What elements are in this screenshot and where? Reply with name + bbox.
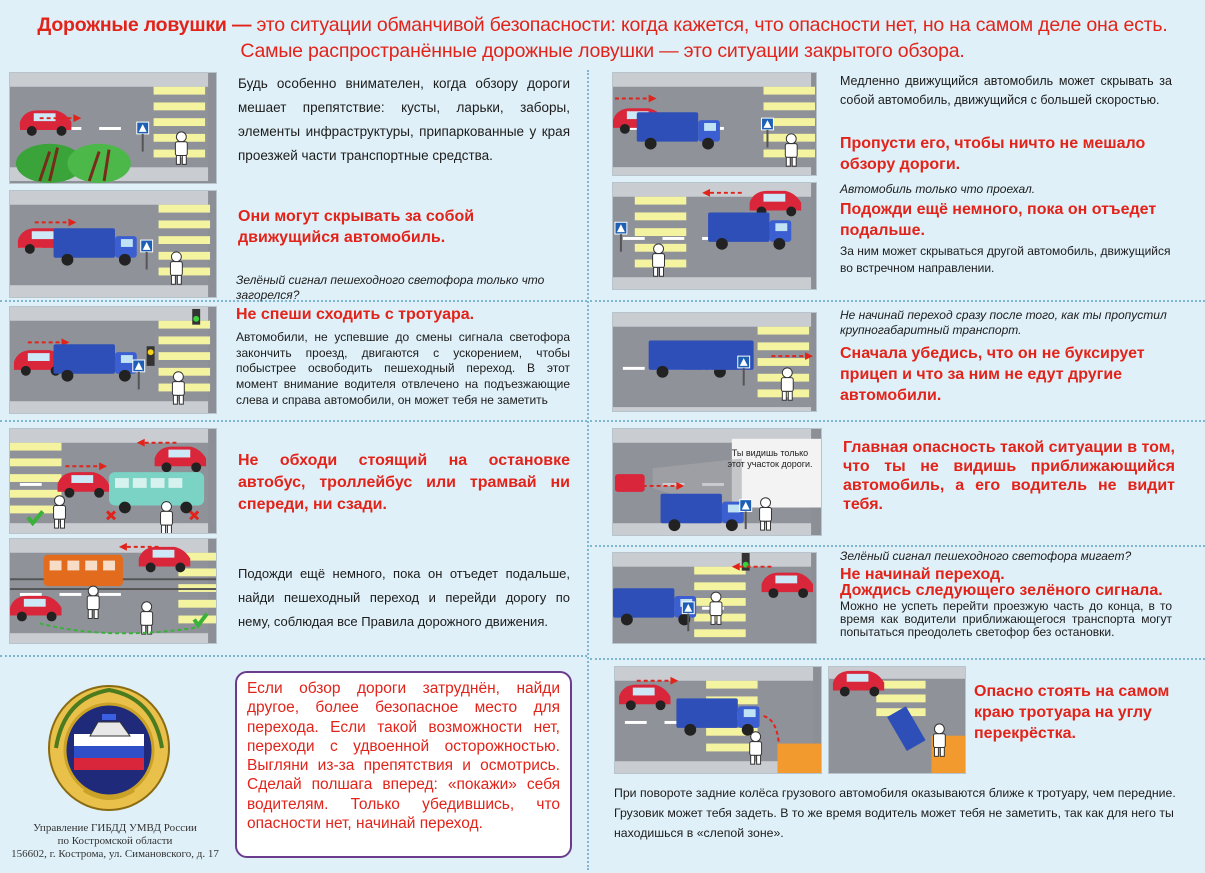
caption-line: Управление ГИБДД УМВД России bbox=[33, 822, 197, 834]
column-divider bbox=[587, 70, 589, 870]
section-corner-warning: Опасно стоять на самом краю тротуара на углу перекрёстка. bbox=[974, 683, 1170, 742]
header-title: Дорожные ловушки — bbox=[37, 14, 252, 36]
caption-line: по Костромской области bbox=[57, 835, 173, 847]
section-obstacles-warning: Они могут скрывать за собой движущийся автомобиль. bbox=[238, 208, 475, 246]
section-flashing-text: Можно не успеть перейти проезжую часть до конца, в то время как водители приближающегося транспорта могут попытаться преодолеть светофор без остановки. bbox=[840, 599, 1172, 639]
gibdd-emblem bbox=[44, 678, 174, 812]
illustration-passed-car bbox=[612, 182, 817, 290]
section-flashing-question: Зелёный сигнал пешеходного светофора мигает? bbox=[840, 549, 1132, 563]
section-large-truck-note: Не начинай переход сразу после того, как ты пропустил крупногабаритный транспорт. bbox=[840, 308, 1167, 337]
divider bbox=[590, 300, 1205, 302]
section-blocked-view-warning: Главная опасность такой ситуации в том, что ты не видишь приближающийся автомобиль, а его водитель не видит тебя. bbox=[843, 439, 1175, 513]
section-passed-car-note: Автомобиль только что проехал. bbox=[840, 182, 1036, 196]
illustration-bus-stop bbox=[9, 428, 217, 534]
section-flashing-warning-2: Дождись следующего зелёного сигнала. bbox=[840, 582, 1163, 599]
section-passed-car-text: За ним может скрываться другой автомобиль, движущийся во встречном направлении. bbox=[840, 244, 1171, 275]
section-corner-text: При повороте задние колёса грузового автомобиля оказываются ближе к тротуару, чем передние. Грузовик может тебя задеть. В то же время водитель может тебя не заметить, так как для него ты находишься в «слепой зоне». bbox=[614, 786, 1176, 840]
illustration-corner bbox=[828, 666, 966, 774]
emblem-caption bbox=[0, 822, 230, 861]
section-bus-warning: Не обходи стоящий на остановке автобус, троллейбус или трамвай ни спереди, ни сзади. bbox=[238, 452, 570, 513]
section-large-truck-warning: Сначала убедись, что он не буксирует прицеп и что за ним не едут другие автомобили. bbox=[840, 345, 1145, 404]
header-line-1 bbox=[0, 12, 1205, 38]
section-slow-car-text: Медленно движущийся автомобиль может скрывать за собой автомобиль, движущийся с большей скоростью. bbox=[840, 74, 1172, 107]
illustration-truck bbox=[9, 190, 217, 298]
section-obstacles-text: Будь особенно внимателен, когда обзору дороги мешает препятствие: кусты, ларьки, заборы, элементы инфраструктуры, припаркованные у края проезжей части транспортные средства. bbox=[238, 76, 570, 163]
advice-box: Если обзор дороги затруднён, найди другое, более безопасное место для перехода. Если такой возможности нет, переходи с удвоенной осторожностью. Выгляни из-за препятствия и осмотрись. Сделай полшага вперед: «покажи» себя водителям. Только убедившись, что опасности нет, начинай переход. bbox=[235, 671, 572, 858]
illustration-truck-turn bbox=[614, 666, 822, 774]
illustration-large-truck bbox=[612, 312, 817, 412]
page-header bbox=[0, 0, 1205, 72]
illustration-bushes bbox=[9, 72, 217, 184]
illustration-slow-car bbox=[612, 72, 817, 176]
divider bbox=[0, 420, 587, 422]
illustration-blocked-view bbox=[612, 428, 822, 536]
caption-line: 156602, г. Кострома, ул. Симановского, д. 17 bbox=[11, 848, 219, 860]
section-green-light-warning: Не спеши сходить с тротуара. bbox=[236, 306, 475, 323]
header-line-1-text: это ситуации обманчивой безопасности: когда кажется, что опасности нет, но на самом деле она есть. bbox=[251, 14, 1168, 36]
section-green-light-question: Зелёный сигнал пешеходного светофора только что загорелся? bbox=[236, 273, 545, 302]
section-slow-car-warning: Пропусти его, чтобы ничто не мешало обзору дороги. bbox=[840, 135, 1146, 173]
section-flashing-warning-1: Не начинай переход. bbox=[840, 566, 1005, 583]
divider bbox=[590, 658, 1205, 660]
illustration-flashing-light bbox=[612, 552, 817, 644]
divider bbox=[0, 655, 587, 657]
blocked-view-label: Ты видишь только этот участок дороги. bbox=[727, 448, 813, 469]
section-tram-text: Подожди ещё немного, пока он отъедет подальше, найди пешеходный переход и перейди дорогу по нему, соблюдая все Правила дорожного движения. bbox=[238, 566, 570, 629]
illustration-traffic-light bbox=[9, 306, 217, 414]
divider bbox=[590, 545, 1205, 547]
divider bbox=[590, 420, 1205, 422]
header-line-2: Самые распространённые дорожные ловушки — это ситуации закрытого обзора. bbox=[240, 40, 965, 62]
section-passed-car-warning: Подожди ещё немного, пока он отъедет подальше. bbox=[840, 201, 1157, 239]
illustration-tram bbox=[9, 538, 217, 644]
section-green-light-text: Автомобили, не успевшие до смены сигнала светофора закончить проезд, двигаются с ускорением, чтобы побыстрее освободить пешеходный переход. В этот момент внимание водителя отвлечено на подъезжающие слева и справа автомобили, он может тебя не заметить bbox=[236, 330, 570, 407]
